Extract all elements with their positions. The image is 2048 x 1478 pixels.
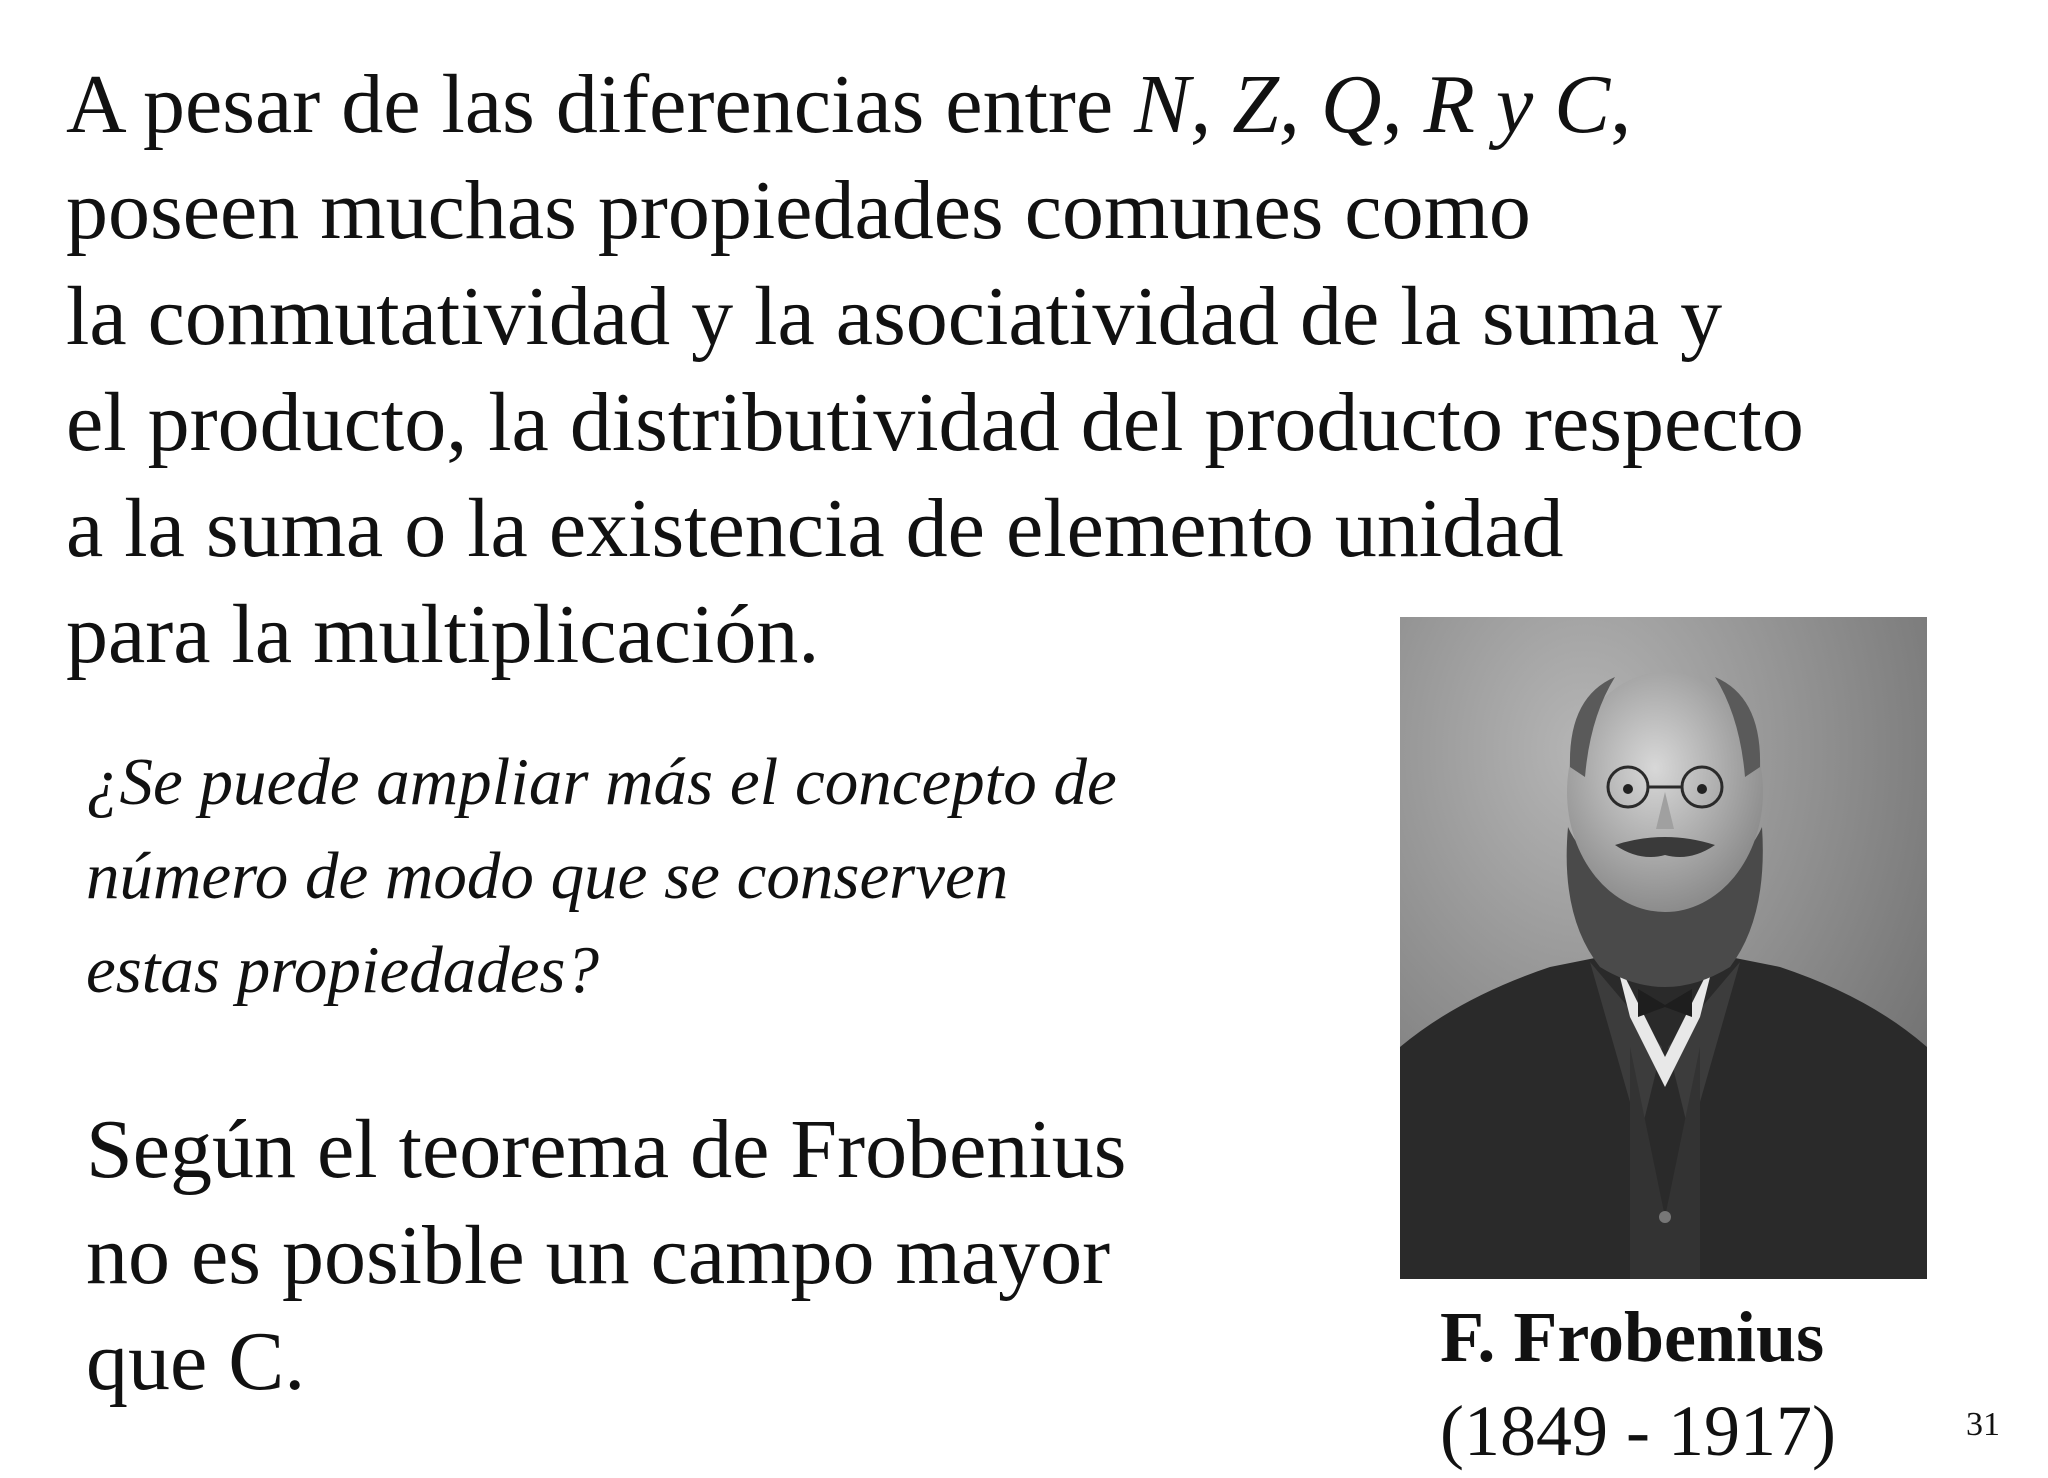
portrait-caption <box>1440 1290 2000 1478</box>
answer-line-2: no es posible un campo mayor <box>86 1209 1111 1302</box>
question-paragraph <box>86 735 1336 1017</box>
page-number: 31 <box>1966 1406 2000 1443</box>
portrait-name: F. Frobenius <box>1440 1297 1825 1377</box>
intro-paragraph <box>66 52 1996 688</box>
answer-paragraph <box>86 1097 1336 1415</box>
answer-line-3: que C. <box>86 1315 306 1408</box>
answer-line-1: Según el teorema de Frobenius <box>86 1103 1127 1196</box>
intro-line-1-text: A pesar de las diferencias entre <box>66 58 1135 151</box>
intro-line-1-end: , <box>1610 58 1632 151</box>
intro-line-4: el producto, la distributividad del producto respecto <box>66 376 1804 469</box>
intro-line-6: para la multiplicación. <box>66 588 820 681</box>
number-sets: N, Z, Q, R y C <box>1134 58 1611 151</box>
intro-line-5: a la suma o la existencia de elemento unidad <box>66 482 1564 575</box>
portrait-years: (1849 - 1917) <box>1440 1391 1836 1471</box>
portrait-illustration <box>1400 617 1927 1279</box>
frobenius-portrait <box>1400 617 1927 1279</box>
intro-line-3: la conmutatividad y la asociatividad de la suma y <box>66 270 1723 363</box>
intro-line-1 <box>66 52 1996 158</box>
question-line-1: ¿Se puede ampliar más el concepto de <box>86 745 1117 819</box>
intro-line-2: poseen muchas propiedades comunes como <box>66 164 1531 257</box>
question-line-3: estas propiedades? <box>86 933 600 1007</box>
question-line-2: número de modo que se conserven <box>86 839 1009 913</box>
